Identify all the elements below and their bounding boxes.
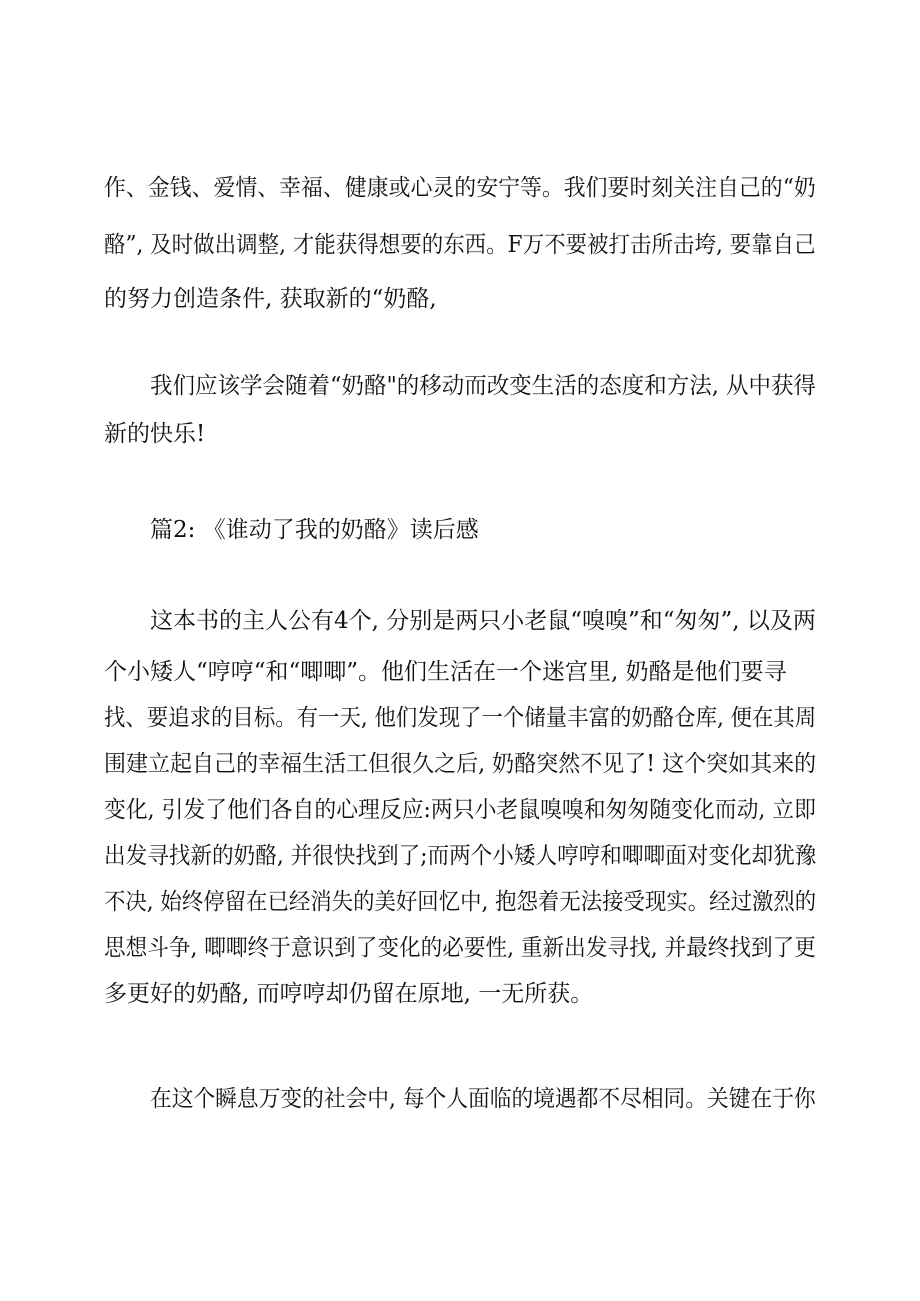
paragraph-1-line-3: 的努力创造条件, 获取新的“奶酪, xyxy=(104,286,437,312)
paragraph-2-line-2: 新的快乐! xyxy=(104,421,206,447)
paragraph-3-line-5: 变化, 引发了他们各自的心理反应:两只小老鼠嗅嗅和匆匆随变化而动, 立即 xyxy=(104,797,816,823)
paragraph-3-line-9: 多更好的奶酪, 而哼哼却仍留在原地, 一无所获。 xyxy=(104,981,594,1007)
paragraph-3-line-4: 围建立起自己的幸福生活工但很久之后, 奶酪突然不见了! 这个突如其来的 xyxy=(104,751,817,777)
paragraph-3-line-6: 出发寻找新的奶酪, 并很快找到了;而两个小矮人哼哼和唧唧面对变化却犹豫 xyxy=(104,843,817,869)
section-heading: 篇2: 《谁动了我的奶酪》读后感 xyxy=(150,517,479,543)
paragraph-3-line-8: 思想斗争, 唧唧终于意识到了变化的必要性, 重新出发寻找, 并最终找到了更 xyxy=(104,935,816,961)
paragraph-1-line-2: 酪”, 及时做出调整, 才能获得想要的东西。F万不要被打击所击垮, 要靠自己 xyxy=(104,232,816,258)
paragraph-3-line-1: 这本书的主人公有4个, 分别是两只小老鼠“嗅嗅”和“匆匆”, 以及两 xyxy=(150,608,816,634)
paragraph-4-line-1: 在这个瞬息万变的社会中, 每个人面临的境遇都不尽相同。关键在于你 xyxy=(150,1086,816,1112)
paragraph-3-line-3: 找、要追求的目标。有一天, 他们发现了一个储量丰富的奶酪仓库, 便在其周 xyxy=(104,705,817,731)
paragraph-2-line-1: 我们应该学会随着“奶酪"的移动而改变生活的态度和方法, 从中获得 xyxy=(150,373,816,399)
paragraph-3-line-7: 不决, 始终停留在已经消失的美好回忆中, 抱怨着无法接受现实。经过激烈的 xyxy=(104,889,817,915)
paragraph-1-line-1: 作、金钱、爱情、幸福、健康或心灵的安宁等。我们要时刻关注自己的“奶 xyxy=(104,175,816,201)
paragraph-3-line-2: 个小矮人“哼哼“和“唧唧”。他们生活在一个迷宫里, 奶酪是他们要寻 xyxy=(104,659,787,685)
